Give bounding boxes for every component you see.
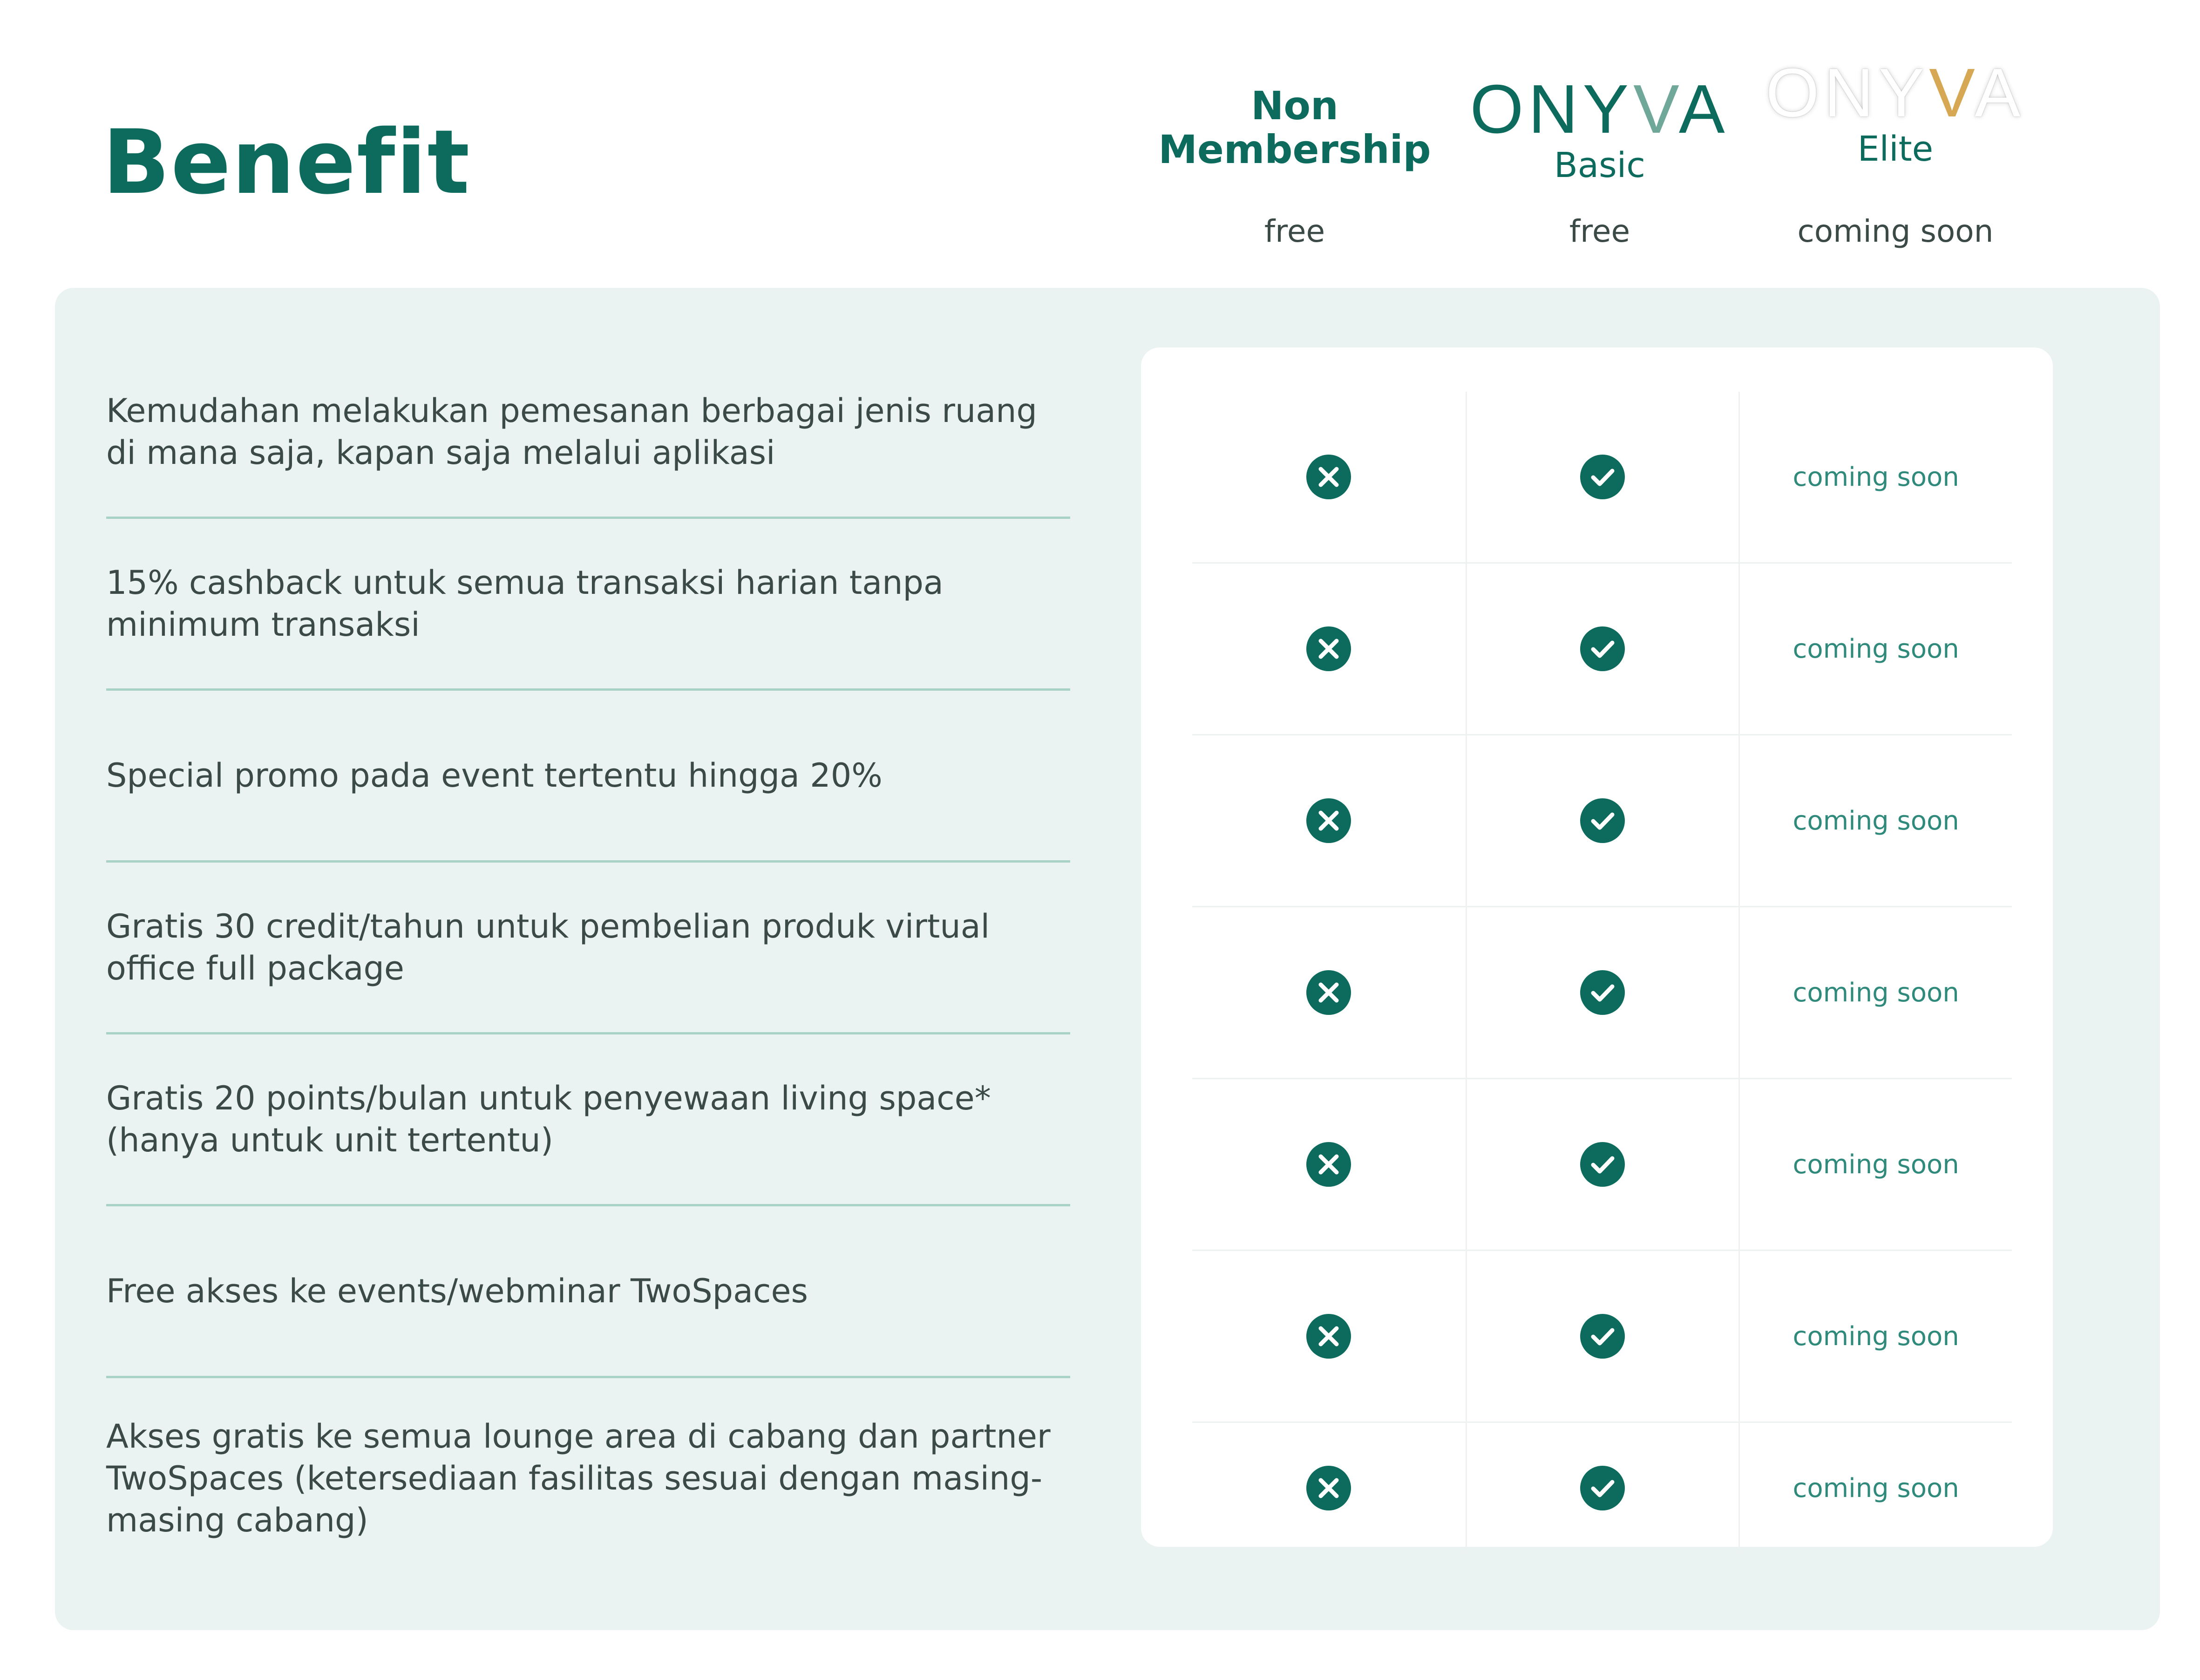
cell-basic <box>1466 907 1739 1078</box>
benefit-row <box>106 863 1070 1034</box>
x-circle-icon <box>1305 1141 1352 1188</box>
check-circle-icon <box>1579 1313 1626 1360</box>
logo-suffix: A <box>1974 54 2025 131</box>
cell-non-membership <box>1192 1423 1466 1553</box>
logo-v: V <box>1929 54 1975 131</box>
x-circle-icon <box>1305 969 1352 1016</box>
coming-soon-label: coming soon <box>1793 462 1959 492</box>
check-circle-icon <box>1579 1465 1626 1511</box>
cell-non-membership <box>1192 564 1466 734</box>
comparison-table <box>1141 347 2053 1547</box>
cell-elite <box>1738 392 2012 562</box>
x-circle-icon <box>1305 1465 1352 1511</box>
cell-non-membership <box>1192 1251 1466 1422</box>
cell-basic <box>1466 1423 1739 1553</box>
onyva-elite-logo <box>1751 54 2040 131</box>
comparison-row <box>1192 1079 2012 1251</box>
cell-elite <box>1738 1251 2012 1422</box>
benefit-text: Akses gratis ke semua lounge area di cabang dan partner TwoSpaces (ketersediaan fasilitas sesuai dengan masing-masing cabang) <box>106 1417 1051 1539</box>
cell-elite <box>1738 564 2012 734</box>
benefit-row <box>106 1206 1070 1378</box>
benefit-text: Special promo pada event tertentu hingga 20% <box>106 756 883 795</box>
plan-name-line2: Membership <box>1158 127 1431 172</box>
plan-price-basic: free <box>1569 213 1630 249</box>
cell-non-membership <box>1192 735 1466 906</box>
benefit-text: Gratis 30 credit/tahun untuk pembelian produk virtual office full package <box>106 907 990 987</box>
comparison-row <box>1192 1251 2012 1423</box>
page-title: Benefit <box>102 111 471 214</box>
benefit-text: Free akses ke events/webminar TwoSpaces <box>106 1272 808 1310</box>
logo-suffix: A <box>1678 71 1730 148</box>
plan-name-line1: Non <box>1251 83 1338 129</box>
x-circle-icon <box>1305 1313 1352 1360</box>
plan-price-elite: coming soon <box>1797 213 1994 249</box>
benefit-row <box>106 519 1070 691</box>
logo-prefix: ONY <box>1470 71 1634 148</box>
coming-soon-label: coming soon <box>1793 1149 1959 1180</box>
benefit-row <box>106 691 1070 863</box>
cell-elite <box>1738 1079 2012 1250</box>
plan-header-non-membership <box>1150 84 1439 171</box>
plan-price-non-membership: free <box>1264 213 1325 249</box>
cell-basic <box>1466 735 1739 906</box>
x-circle-icon <box>1305 454 1352 500</box>
cell-non-membership <box>1192 392 1466 562</box>
benefit-list <box>106 347 1070 1578</box>
cell-basic <box>1466 564 1739 734</box>
cell-non-membership <box>1192 907 1466 1078</box>
plan-tier-elite: Elite <box>1857 129 1934 169</box>
benefit-text: Kemudahan melakukan pemesanan berbagai jenis ruang di mana saja, kapan saja melalui aplikasi <box>106 392 1037 472</box>
comparison-grid <box>1192 392 2012 1553</box>
onyva-basic-logo <box>1455 71 1744 148</box>
check-circle-icon <box>1579 454 1626 500</box>
plan-header-onyva-elite <box>1751 54 2040 170</box>
x-circle-icon <box>1305 626 1352 672</box>
cell-non-membership <box>1192 1079 1466 1250</box>
coming-soon-label: coming soon <box>1793 805 1959 836</box>
comparison-row <box>1192 392 2012 564</box>
comparison-row <box>1192 1423 2012 1553</box>
cell-basic <box>1466 392 1739 562</box>
comparison-row <box>1192 735 2012 907</box>
cell-elite <box>1738 735 2012 906</box>
check-circle-icon <box>1579 969 1626 1016</box>
benefit-text: Gratis 20 points/bulan untuk penyewaan living space* (hanya untuk unit tertentu) <box>106 1079 991 1159</box>
benefit-row <box>106 1034 1070 1206</box>
logo-v: V <box>1633 71 1679 148</box>
logo-prefix: ONY <box>1765 54 1929 131</box>
cell-basic <box>1466 1251 1739 1422</box>
cell-elite <box>1738 1423 2012 1553</box>
check-circle-icon <box>1579 626 1626 672</box>
coming-soon-label: coming soon <box>1793 1321 1959 1352</box>
plan-tier-basic: Basic <box>1554 145 1645 185</box>
comparison-row <box>1192 564 2012 735</box>
benefit-row <box>106 1378 1070 1578</box>
benefit-text: 15% cashback untuk semua transaksi harian tanpa minimum transaksi <box>106 564 944 644</box>
cell-basic <box>1466 1079 1739 1250</box>
check-circle-icon <box>1579 797 1626 844</box>
x-circle-icon <box>1305 797 1352 844</box>
coming-soon-label: coming soon <box>1793 977 1959 1008</box>
coming-soon-label: coming soon <box>1793 633 1959 664</box>
benefit-row <box>106 347 1070 519</box>
check-circle-icon <box>1579 1141 1626 1188</box>
plan-header-onyva-basic <box>1455 71 1744 186</box>
cell-elite <box>1738 907 2012 1078</box>
coming-soon-label: coming soon <box>1793 1473 1959 1503</box>
comparison-row <box>1192 907 2012 1079</box>
